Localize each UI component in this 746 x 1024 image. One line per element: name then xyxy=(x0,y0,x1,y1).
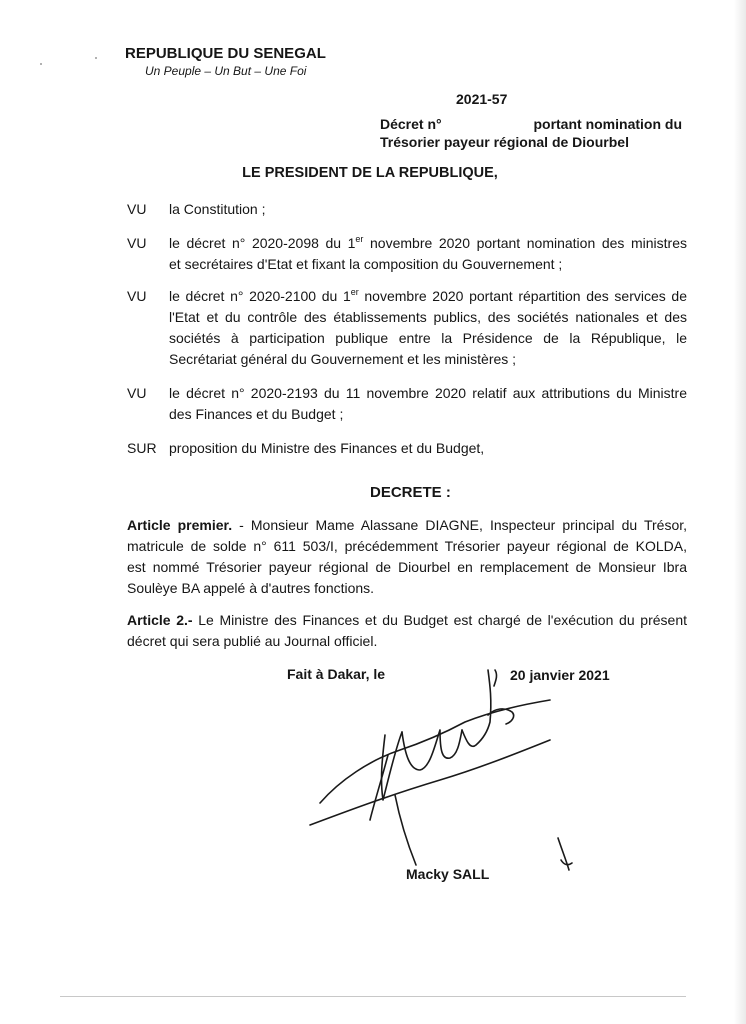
scan-bottom-line xyxy=(60,996,686,997)
consideration-text: l'Etat et du contrôle des établissements publics, des sociétés nationales et des xyxy=(169,309,687,325)
article-line xyxy=(127,610,687,631)
consideration-keyword: SUR xyxy=(127,440,157,456)
consideration-item xyxy=(127,199,687,220)
consideration-text: le décret n° 2020-2193 du 11 novembre 2020 relatif aux attributions du Ministre xyxy=(169,385,687,401)
decree-number: 2021-57 xyxy=(456,91,508,107)
consideration-keyword: VU xyxy=(127,288,147,304)
national-motto: Un Peuple – Un But – Une Foi xyxy=(145,64,307,78)
decree-title-part: portant nomination du xyxy=(533,116,682,132)
place-label: Fait à Dakar, le xyxy=(287,666,386,682)
consideration-keyword: VU xyxy=(127,385,147,401)
article-text: - Monsieur Mame Alassane DIAGNE, Inspecteur principal du Trésor, xyxy=(232,517,688,533)
consideration-text: la Constitution ; xyxy=(169,201,266,217)
signer-name: Macky SALL xyxy=(406,866,490,882)
article-label: Article premier. xyxy=(127,517,233,533)
consideration-text: et secrétaires d'Etat et fixant la composition du Gouvernement ; xyxy=(169,256,563,272)
consideration-text: des Finances et du Budget ; xyxy=(169,406,344,422)
signature-date: 20 janvier 2021 xyxy=(510,667,610,683)
article-text: Soulèye BA appelé à d'autres fonctions. xyxy=(127,580,375,596)
handwritten-signature xyxy=(290,660,600,900)
scan-speck xyxy=(40,63,42,65)
consideration-text: novembre 2020 portant répartition des services de xyxy=(358,288,687,304)
article-text: matricule de solde n° 611 503/I, précédemment Trésorier payeur régional de KOLDA, xyxy=(127,538,687,554)
consideration-text: novembre 2020 portant nomination des ministres xyxy=(363,235,687,251)
article-text: Le Ministre des Finances et du Budget est chargé de l'exécution du présent xyxy=(192,612,687,628)
consideration-line xyxy=(169,286,687,307)
decree-title-part: Trésorier payeur régional de Diourbel xyxy=(380,134,629,150)
decrete-heading: DECRETE : xyxy=(370,484,451,501)
scan-speck xyxy=(95,57,97,59)
authority-heading: LE PRESIDENT DE LA REPUBLIQUE, xyxy=(242,165,498,181)
article-1 xyxy=(127,515,687,599)
article-text: est nommé Trésorier payeur régional de Diourbel en remplacement de Monsieur Ibra xyxy=(127,559,687,575)
country-name: REPUBLIQUE DU SENEGAL xyxy=(125,45,326,62)
consideration-keyword: VU xyxy=(127,201,147,217)
consideration-line xyxy=(169,233,687,254)
consideration-text: sociétés à participation publique entre la Présidence de la République, le xyxy=(169,330,687,346)
consideration-item xyxy=(127,383,687,425)
consideration-item xyxy=(127,438,687,459)
article-2 xyxy=(127,610,687,652)
consideration-text: proposition du Ministre des Finances et du Budget, xyxy=(169,440,485,456)
article-line xyxy=(127,515,687,536)
consideration-text: le décret n° 2020-2100 du 1 xyxy=(169,288,351,304)
ordinal-superscript: er xyxy=(355,234,364,244)
article-text: décret qui sera publié au Journal officiel. xyxy=(127,633,378,649)
decree-title-part: Décret n° xyxy=(380,116,442,132)
consideration-text: Secrétariat général du Gouvernement et les ministères ; xyxy=(169,351,517,367)
consideration-item xyxy=(127,286,687,370)
consideration-item xyxy=(127,233,687,275)
ordinal-superscript: er xyxy=(350,287,359,297)
consideration-keyword: VU xyxy=(127,235,147,251)
scan-edge-shadow xyxy=(734,0,746,1024)
decree-title xyxy=(380,115,682,151)
article-label: Article 2.- xyxy=(127,612,193,628)
consideration-text: le décret n° 2020-2098 du 1 xyxy=(169,235,356,251)
